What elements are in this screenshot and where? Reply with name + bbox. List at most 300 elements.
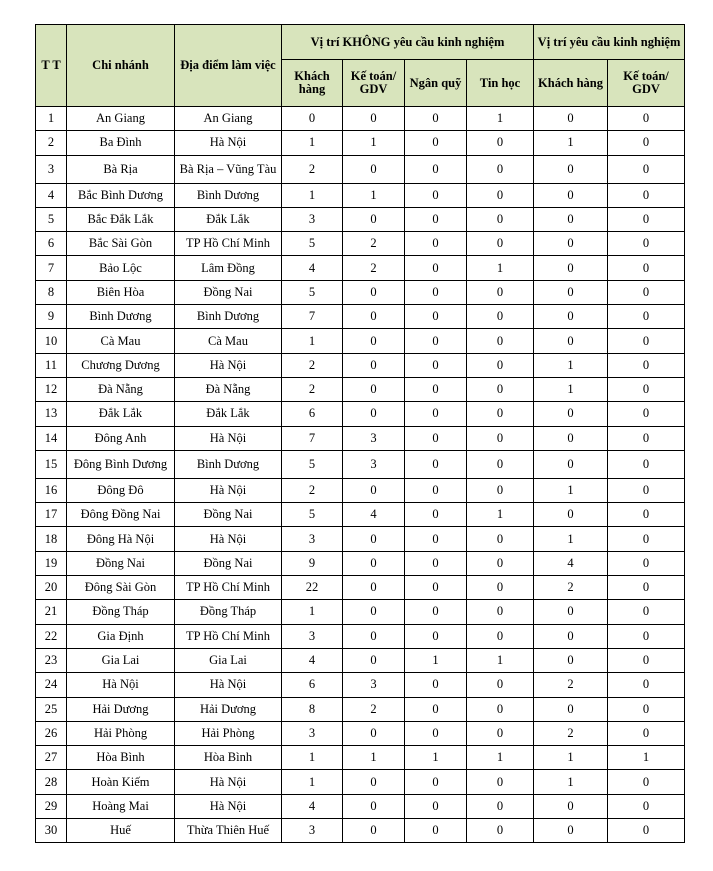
cell-accounting: 3 [343, 450, 405, 478]
cell-branch: Hoàng Mai [67, 794, 175, 818]
cell-branch: Đồng Tháp [67, 600, 175, 624]
cell-accounting-exp: 0 [608, 329, 685, 353]
cell-customer-exp: 0 [534, 155, 608, 183]
cell-treasury: 0 [405, 402, 467, 426]
cell-customer: 7 [282, 426, 343, 450]
cell-treasury: 0 [405, 770, 467, 794]
cell-stt: 12 [36, 377, 67, 401]
cell-branch: Đông Đồng Nai [67, 503, 175, 527]
cell-accounting: 0 [343, 770, 405, 794]
cell-stt: 8 [36, 280, 67, 304]
cell-treasury: 0 [405, 353, 467, 377]
cell-it: 0 [467, 576, 534, 600]
cell-customer-exp: 1 [534, 353, 608, 377]
table-row [36, 426, 685, 450]
cell-location: Đồng Nai [175, 280, 282, 304]
cell-accounting-exp: 0 [608, 551, 685, 575]
cell-customer-exp: 2 [534, 673, 608, 697]
header-treasury: Ngân quỹ [405, 60, 467, 107]
table-row [36, 155, 685, 183]
cell-treasury: 0 [405, 576, 467, 600]
recruitment-table [35, 24, 685, 843]
cell-treasury: 0 [405, 527, 467, 551]
cell-location: Đồng Nai [175, 551, 282, 575]
cell-stt: 29 [36, 794, 67, 818]
cell-accounting: 0 [343, 478, 405, 502]
cell-customer-exp: 0 [534, 648, 608, 672]
header-it: Tin học [467, 60, 534, 107]
cell-treasury: 0 [405, 673, 467, 697]
cell-branch: Gia Định [67, 624, 175, 648]
table-row [36, 794, 685, 818]
cell-customer-exp: 0 [534, 450, 608, 478]
cell-treasury: 0 [405, 551, 467, 575]
cell-it: 0 [467, 527, 534, 551]
cell-branch: Hà Nội [67, 673, 175, 697]
cell-accounting-exp: 0 [608, 232, 685, 256]
cell-stt: 25 [36, 697, 67, 721]
cell-location: Đắk Lắk [175, 402, 282, 426]
cell-it: 0 [467, 402, 534, 426]
cell-it: 0 [467, 131, 534, 155]
cell-accounting: 4 [343, 503, 405, 527]
table-row [36, 305, 685, 329]
cell-accounting: 0 [343, 353, 405, 377]
cell-customer-exp: 1 [534, 527, 608, 551]
table-row [36, 478, 685, 502]
cell-location: TP Hồ Chí Minh [175, 624, 282, 648]
cell-accounting: 1 [343, 746, 405, 770]
cell-customer-exp: 0 [534, 402, 608, 426]
cell-it: 0 [467, 280, 534, 304]
cell-stt: 15 [36, 450, 67, 478]
cell-it: 0 [467, 721, 534, 745]
cell-stt: 27 [36, 746, 67, 770]
cell-branch: Bắc Bình Dương [67, 183, 175, 207]
cell-customer-exp: 0 [534, 183, 608, 207]
cell-customer: 22 [282, 576, 343, 600]
cell-accounting-exp: 0 [608, 450, 685, 478]
cell-treasury: 0 [405, 450, 467, 478]
cell-stt: 21 [36, 600, 67, 624]
cell-branch: Đông Hà Nội [67, 527, 175, 551]
cell-location: TP Hồ Chí Minh [175, 576, 282, 600]
cell-location: Hà Nội [175, 770, 282, 794]
cell-accounting-exp: 0 [608, 426, 685, 450]
cell-customer-exp: 0 [534, 329, 608, 353]
cell-accounting-exp: 1 [608, 746, 685, 770]
cell-it: 0 [467, 329, 534, 353]
cell-accounting-exp: 0 [608, 155, 685, 183]
cell-accounting: 0 [343, 721, 405, 745]
cell-accounting-exp: 0 [608, 353, 685, 377]
cell-treasury: 1 [405, 648, 467, 672]
cell-accounting-exp: 0 [608, 527, 685, 551]
cell-customer-exp: 0 [534, 207, 608, 231]
cell-it: 0 [467, 377, 534, 401]
table-row [36, 721, 685, 745]
cell-stt: 5 [36, 207, 67, 231]
cell-accounting-exp: 0 [608, 624, 685, 648]
cell-it: 1 [467, 648, 534, 672]
cell-customer-exp: 2 [534, 721, 608, 745]
cell-customer: 9 [282, 551, 343, 575]
cell-accounting-exp: 0 [608, 648, 685, 672]
cell-customer: 1 [282, 770, 343, 794]
cell-accounting-exp: 0 [608, 305, 685, 329]
cell-treasury: 0 [405, 256, 467, 280]
header-branch: Chi nhánh [67, 25, 175, 107]
cell-accounting-exp: 0 [608, 377, 685, 401]
cell-it: 0 [467, 155, 534, 183]
cell-accounting-exp: 0 [608, 673, 685, 697]
cell-treasury: 0 [405, 794, 467, 818]
cell-location: Đà Nẵng [175, 377, 282, 401]
cell-accounting: 0 [343, 329, 405, 353]
cell-treasury: 0 [405, 624, 467, 648]
cell-customer: 4 [282, 256, 343, 280]
cell-customer: 6 [282, 673, 343, 697]
cell-it: 0 [467, 305, 534, 329]
cell-branch: Bà Rịa [67, 155, 175, 183]
cell-customer-exp: 0 [534, 256, 608, 280]
cell-branch: Bắc Đắk Lắk [67, 207, 175, 231]
cell-branch: Biên Hòa [67, 280, 175, 304]
cell-stt: 19 [36, 551, 67, 575]
cell-accounting-exp: 0 [608, 478, 685, 502]
cell-accounting: 0 [343, 402, 405, 426]
cell-customer: 1 [282, 600, 343, 624]
table-row [36, 697, 685, 721]
cell-stt: 22 [36, 624, 67, 648]
cell-location: Hải Dương [175, 697, 282, 721]
cell-location: Đồng Tháp [175, 600, 282, 624]
table-row [36, 770, 685, 794]
table-row [36, 819, 685, 843]
cell-customer: 5 [282, 450, 343, 478]
cell-location: Hà Nội [175, 426, 282, 450]
cell-customer: 0 [282, 107, 343, 131]
cell-branch: Hòa Bình [67, 746, 175, 770]
cell-customer: 6 [282, 402, 343, 426]
table-row [36, 107, 685, 131]
cell-customer-exp: 1 [534, 478, 608, 502]
table-row [36, 402, 685, 426]
cell-it: 1 [467, 746, 534, 770]
cell-accounting: 0 [343, 648, 405, 672]
cell-location: Hòa Bình [175, 746, 282, 770]
cell-customer: 2 [282, 353, 343, 377]
cell-it: 0 [467, 551, 534, 575]
cell-stt: 6 [36, 232, 67, 256]
cell-location: Bình Dương [175, 450, 282, 478]
cell-accounting: 0 [343, 819, 405, 843]
cell-location: Đồng Nai [175, 503, 282, 527]
cell-it: 0 [467, 353, 534, 377]
cell-accounting: 0 [343, 155, 405, 183]
cell-customer-exp: 2 [534, 576, 608, 600]
table-row [36, 746, 685, 770]
cell-location: Hà Nội [175, 794, 282, 818]
table-row [36, 280, 685, 304]
cell-stt: 17 [36, 503, 67, 527]
cell-it: 0 [467, 183, 534, 207]
cell-accounting: 0 [343, 305, 405, 329]
table-row [36, 503, 685, 527]
cell-accounting: 3 [343, 426, 405, 450]
cell-it: 0 [467, 232, 534, 256]
cell-stt: 14 [36, 426, 67, 450]
cell-customer-exp: 0 [534, 819, 608, 843]
cell-customer-exp: 0 [534, 305, 608, 329]
cell-location: Hà Nội [175, 673, 282, 697]
cell-treasury: 0 [405, 503, 467, 527]
cell-location: Hà Nội [175, 527, 282, 551]
cell-customer-exp: 0 [534, 280, 608, 304]
cell-accounting: 0 [343, 107, 405, 131]
cell-branch: Hải Phòng [67, 721, 175, 745]
cell-it: 0 [467, 770, 534, 794]
cell-branch: Huế [67, 819, 175, 843]
cell-customer-exp: 1 [534, 131, 608, 155]
cell-location: Bà Rịa – Vũng Tàu [175, 155, 282, 183]
cell-customer: 4 [282, 648, 343, 672]
cell-stt: 11 [36, 353, 67, 377]
cell-location: Hà Nội [175, 353, 282, 377]
cell-branch: Bắc Sài Gòn [67, 232, 175, 256]
cell-customer: 1 [282, 183, 343, 207]
cell-stt: 10 [36, 329, 67, 353]
cell-location: Bình Dương [175, 305, 282, 329]
cell-customer: 7 [282, 305, 343, 329]
cell-customer: 8 [282, 697, 343, 721]
cell-treasury: 0 [405, 207, 467, 231]
cell-customer: 3 [282, 721, 343, 745]
cell-stt: 30 [36, 819, 67, 843]
table-row [36, 450, 685, 478]
cell-stt: 24 [36, 673, 67, 697]
cell-customer-exp: 1 [534, 377, 608, 401]
header-accounting: Kế toán/ GDV [343, 60, 405, 107]
cell-accounting: 2 [343, 232, 405, 256]
cell-it: 0 [467, 600, 534, 624]
cell-stt: 16 [36, 478, 67, 502]
cell-customer: 3 [282, 624, 343, 648]
cell-location: An Giang [175, 107, 282, 131]
cell-customer-exp: 1 [534, 770, 608, 794]
header-group-no-experience: Vị trí KHÔNG yêu cầu kinh nghiệm [282, 25, 534, 60]
cell-accounting: 0 [343, 576, 405, 600]
table-row [36, 600, 685, 624]
cell-treasury: 0 [405, 721, 467, 745]
cell-accounting: 0 [343, 527, 405, 551]
cell-customer: 1 [282, 746, 343, 770]
cell-stt: 2 [36, 131, 67, 155]
table-row [36, 527, 685, 551]
cell-customer-exp: 0 [534, 426, 608, 450]
cell-it: 0 [467, 794, 534, 818]
cell-accounting-exp: 0 [608, 794, 685, 818]
cell-customer-exp: 0 [534, 232, 608, 256]
cell-treasury: 1 [405, 746, 467, 770]
cell-accounting: 2 [343, 697, 405, 721]
cell-customer-exp: 0 [534, 794, 608, 818]
table-row [36, 673, 685, 697]
cell-it: 1 [467, 107, 534, 131]
cell-branch: Hải Dương [67, 697, 175, 721]
cell-it: 0 [467, 207, 534, 231]
cell-stt: 28 [36, 770, 67, 794]
cell-branch: Đông Bình Dương [67, 450, 175, 478]
cell-location: Lâm Đồng [175, 256, 282, 280]
cell-accounting-exp: 0 [608, 131, 685, 155]
cell-stt: 4 [36, 183, 67, 207]
cell-treasury: 0 [405, 329, 467, 353]
cell-customer: 1 [282, 329, 343, 353]
cell-accounting: 0 [343, 207, 405, 231]
cell-accounting: 3 [343, 673, 405, 697]
cell-location: TP Hồ Chí Minh [175, 232, 282, 256]
cell-treasury: 0 [405, 280, 467, 304]
cell-customer: 5 [282, 280, 343, 304]
cell-accounting: 0 [343, 377, 405, 401]
cell-stt: 23 [36, 648, 67, 672]
cell-treasury: 0 [405, 183, 467, 207]
table-row [36, 329, 685, 353]
cell-accounting: 1 [343, 131, 405, 155]
header-accounting-exp: Kế toán/ GDV [608, 60, 685, 107]
header-group-experience: Vị trí yêu cầu kinh nghiệm [534, 25, 685, 60]
cell-branch: Chương Dương [67, 353, 175, 377]
cell-branch: Bình Dương [67, 305, 175, 329]
table-row [36, 576, 685, 600]
cell-accounting-exp: 0 [608, 280, 685, 304]
cell-customer: 2 [282, 377, 343, 401]
cell-it: 0 [467, 673, 534, 697]
cell-stt: 3 [36, 155, 67, 183]
cell-location: Thừa Thiên Huế [175, 819, 282, 843]
cell-stt: 13 [36, 402, 67, 426]
cell-branch: Ba Đình [67, 131, 175, 155]
cell-accounting: 2 [343, 256, 405, 280]
table-row [36, 207, 685, 231]
table-row [36, 232, 685, 256]
table-row [36, 183, 685, 207]
header-customer-exp: Khách hàng [534, 60, 608, 107]
cell-accounting: 0 [343, 280, 405, 304]
cell-treasury: 0 [405, 697, 467, 721]
cell-accounting-exp: 0 [608, 207, 685, 231]
cell-stt: 26 [36, 721, 67, 745]
cell-it: 0 [467, 450, 534, 478]
cell-branch: Đông Anh [67, 426, 175, 450]
cell-it: 0 [467, 624, 534, 648]
cell-branch: Gia Lai [67, 648, 175, 672]
cell-location: Đắk Lắk [175, 207, 282, 231]
cell-branch: Đông Sài Gòn [67, 576, 175, 600]
cell-treasury: 0 [405, 107, 467, 131]
table-row [36, 648, 685, 672]
cell-treasury: 0 [405, 819, 467, 843]
cell-stt: 20 [36, 576, 67, 600]
cell-accounting-exp: 0 [608, 697, 685, 721]
header-customer: Khách hàng [282, 60, 343, 107]
cell-stt: 1 [36, 107, 67, 131]
table-row [36, 131, 685, 155]
cell-stt: 7 [36, 256, 67, 280]
cell-it: 1 [467, 256, 534, 280]
cell-customer: 2 [282, 478, 343, 502]
cell-customer-exp: 1 [534, 746, 608, 770]
cell-accounting-exp: 0 [608, 503, 685, 527]
table-row [36, 624, 685, 648]
cell-treasury: 0 [405, 600, 467, 624]
cell-location: Cà Mau [175, 329, 282, 353]
table-body [36, 107, 685, 843]
cell-branch: Đồng Nai [67, 551, 175, 575]
cell-accounting: 0 [343, 600, 405, 624]
cell-it: 0 [467, 478, 534, 502]
cell-stt: 9 [36, 305, 67, 329]
cell-customer: 5 [282, 503, 343, 527]
cell-treasury: 0 [405, 131, 467, 155]
cell-location: Hà Nội [175, 131, 282, 155]
cell-branch: Hoàn Kiếm [67, 770, 175, 794]
cell-customer-exp: 4 [534, 551, 608, 575]
cell-branch: Đà Nẵng [67, 377, 175, 401]
cell-location: Gia Lai [175, 648, 282, 672]
cell-accounting-exp: 0 [608, 107, 685, 131]
cell-customer: 1 [282, 131, 343, 155]
cell-stt: 18 [36, 527, 67, 551]
cell-accounting-exp: 0 [608, 256, 685, 280]
cell-accounting: 0 [343, 794, 405, 818]
cell-it: 0 [467, 426, 534, 450]
cell-location: Bình Dương [175, 183, 282, 207]
cell-customer: 5 [282, 232, 343, 256]
cell-branch: Cà Mau [67, 329, 175, 353]
cell-customer-exp: 0 [534, 697, 608, 721]
cell-location: Hà Nội [175, 478, 282, 502]
header-location: Địa điểm làm việc [175, 25, 282, 107]
cell-branch: Bảo Lộc [67, 256, 175, 280]
cell-it: 1 [467, 503, 534, 527]
cell-accounting-exp: 0 [608, 819, 685, 843]
cell-customer-exp: 0 [534, 624, 608, 648]
cell-customer: 2 [282, 155, 343, 183]
cell-accounting: 0 [343, 551, 405, 575]
table-row [36, 256, 685, 280]
cell-accounting-exp: 0 [608, 770, 685, 794]
cell-it: 0 [467, 697, 534, 721]
cell-customer: 3 [282, 207, 343, 231]
cell-customer: 3 [282, 527, 343, 551]
cell-customer-exp: 0 [534, 600, 608, 624]
cell-accounting-exp: 0 [608, 402, 685, 426]
cell-branch: An Giang [67, 107, 175, 131]
cell-treasury: 0 [405, 232, 467, 256]
cell-accounting-exp: 0 [608, 183, 685, 207]
cell-accounting: 1 [343, 183, 405, 207]
cell-treasury: 0 [405, 478, 467, 502]
cell-branch: Đắk Lắk [67, 402, 175, 426]
cell-accounting-exp: 0 [608, 721, 685, 745]
cell-accounting-exp: 0 [608, 576, 685, 600]
cell-customer: 3 [282, 819, 343, 843]
cell-treasury: 0 [405, 377, 467, 401]
table-row [36, 551, 685, 575]
cell-customer-exp: 0 [534, 503, 608, 527]
